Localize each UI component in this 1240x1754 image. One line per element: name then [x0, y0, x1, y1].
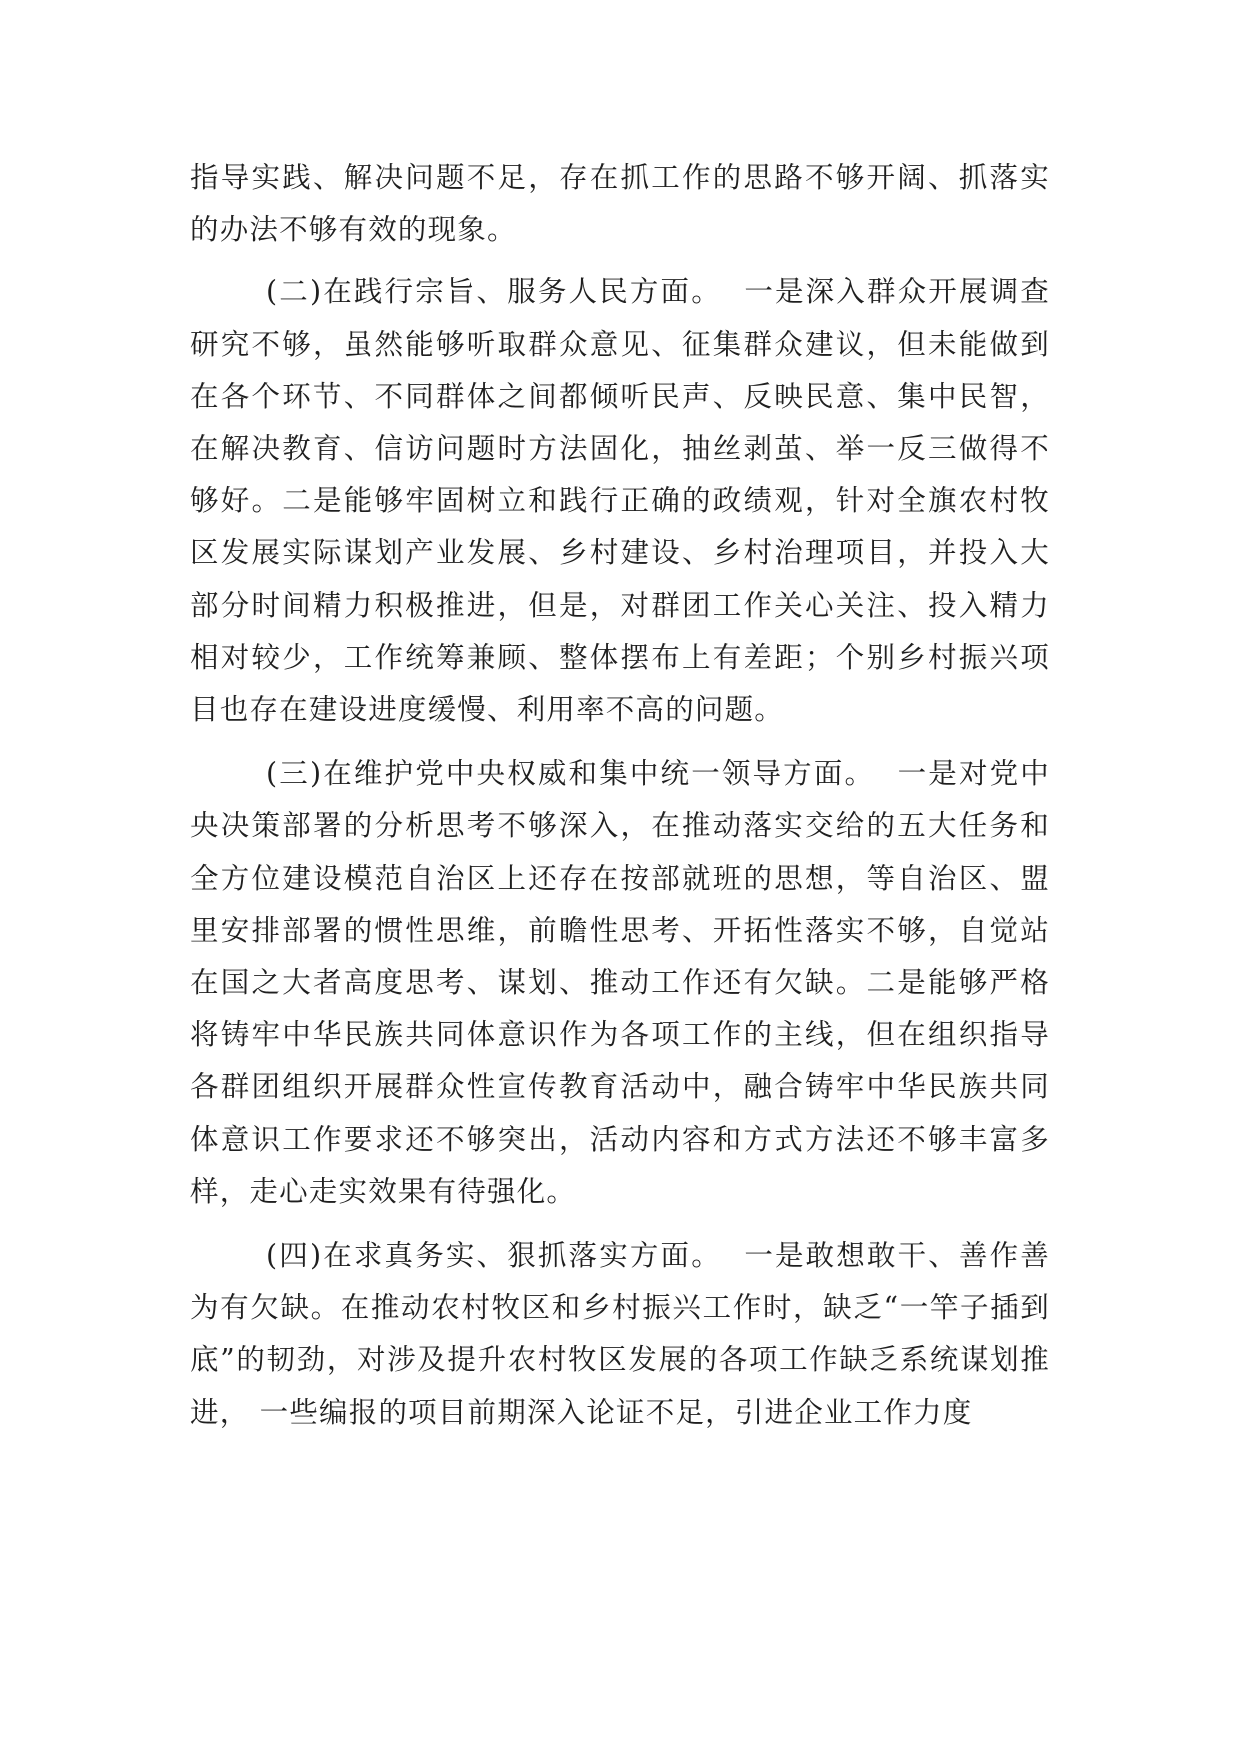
- section-heading-3: (三)在维护党中央权威和集中统一领导方面。: [266, 757, 898, 791]
- paragraph-2: [190, 266, 1050, 736]
- paragraph-4: [190, 1230, 1050, 1439]
- section-heading-4: (四)在求真务实、狠抓落实方面。: [266, 1239, 745, 1273]
- paragraph-3: [190, 748, 1050, 1218]
- paragraph-2-text: 一是深入群众开展调查研究不够，虽然能够听取群众意见、征集群众建议，但未能做到在各个环节、不同群体之间都倾听民声、反映民意、集中民智，在解决教育、信访问题时方法固化，抽丝剥茧、举一反三做得不够好。二是能够牢固树立和践行正确的政绩观，针对全旗农村牧区发展实际谋划产业发展、乡村建设、乡村治理项目，并投入大部分时间精力积极推进，但是，对群团工作关心关注、投入精力相对较少，工作统筹兼顾、整体摆布上有差距；个别乡村振兴项目也存在建设进度缓慢、利用率不高的问题。: [190, 275, 1050, 727]
- paragraph-4-text: 一是敢想敢干、善作善为有欠缺。在推动农村牧区和乡村振兴工作时，缺乏“一竿子插到底”的韧劲，对涉及提升农村牧区发展的各项工作缺乏系统谋划推进， 一些编报的项目前期深入论证不足，引进企业工作力度: [190, 1239, 1050, 1429]
- paragraph-3-text: 一是对党中央决策部署的分析思考不够深入，在推动落实交给的五大任务和全方位建设模范自治区上还存在按部就班的思想，等自治区、盟里安排部署的惯性思维，前瞻性思考、开拓性落实不够，自觉站在国之大者高度思考、谋划、推动工作还有欠缺。二是能够严格将铸牢中华民族共同体意识作为各项工作的主线，但在组织指导各群团组织开展群众性宣传教育活动中，融合铸牢中华民族共同体意识工作要求还不够突出，活动内容和方式方法还不够丰富多样，走心走实效果有待强化。: [190, 757, 1050, 1208]
- document-body: [190, 152, 1050, 1439]
- section-heading-2: (二)在践行宗旨、服务人民方面。: [266, 275, 745, 309]
- paragraph-1-text: 指导实践、解决问题不足，存在抓工作的思路不够开阔、抓落实的办法不够有效的现象。: [190, 161, 1050, 247]
- paragraph-1: [190, 152, 1050, 256]
